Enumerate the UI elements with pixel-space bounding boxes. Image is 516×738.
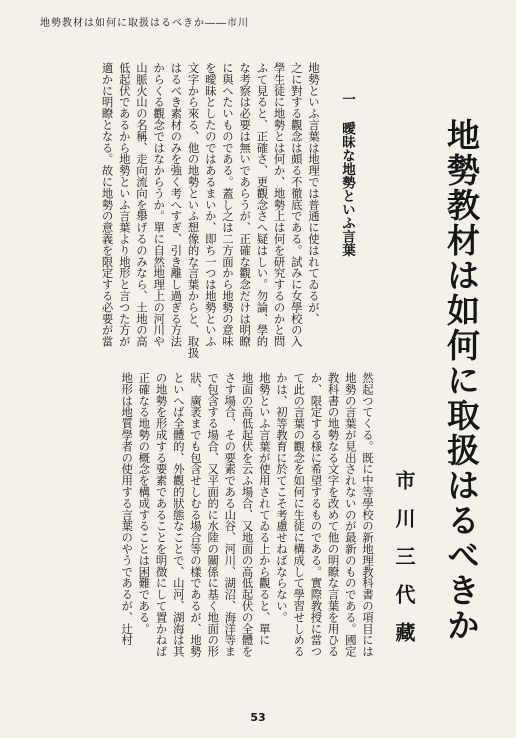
text-line: で包含する場合、又平面的に水陸の關係に基く地面の形: [206, 372, 221, 657]
text-line: からくる觀念ではなからうか。單に自然地理上の河川や: [152, 62, 167, 347]
body-text-upper: [40, 62, 322, 357]
text-line: といへば全體的、外觀的狀態なことで、山河、湖海は其: [171, 372, 186, 657]
text-line: て此の言葉の觀念を如何に生徒に構成して學習せしめる: [292, 372, 307, 657]
text-line: かは、初等教育に於てこそ考慮せねばならない。: [274, 372, 289, 623]
running-head: 地勢教材は如何に取扱はるべきか――市川: [40, 18, 249, 29]
text-line: ふて見ると、正確さ、更觀念さへ疑はしい。勿論、學的: [255, 62, 270, 347]
text-line: か、限定する様に希望するものである。實際教授に當つ: [309, 372, 324, 657]
text-line: 地勢といふ言葉が使用されてゐる上から觀ると、單に: [257, 372, 272, 646]
text-line: 地形は地質學者の使用する言葉のやうであるが、辻村: [120, 372, 135, 646]
section-heading: 一 曖昧な地勢といふ言葉: [339, 92, 355, 257]
text-line: 學生徒に地勢とは何か、地勢上は何を研究するのかと問: [272, 62, 287, 347]
page-number: 53: [250, 711, 266, 724]
text-line: な考察は必要は無いであらうが、正確な觀念だけは明瞭: [238, 62, 253, 347]
text-line: 之に對する觀念は頗る不徹底である。試みに女學校の入: [289, 62, 304, 347]
text-line: さす場合、その要素である山谷、河川、湖沼、海洋等ま: [223, 372, 238, 657]
text-line: に與へたいものである。蓋し之は二方面から地勢の意味: [220, 62, 235, 347]
text-line: を曖昧としたのではあるまいか、即ち一つは地勢といふ: [203, 62, 218, 347]
article-title: 地勢教材は如何に取扱はるべきか: [442, 118, 481, 643]
text-line: 低起伏であるから地勢といふ言葉より地形と言つた方が: [117, 62, 132, 347]
text-line: 教科書の地勢なる文字を改めて他の明瞭な言葉を用ひる: [326, 372, 341, 657]
text-line: 適かに明瞭となる。故に地勢の意義を限定する必要が當: [100, 62, 115, 347]
body-text-lower: [40, 372, 376, 694]
text-line: 山脈火山の名稱、走向流向を舉げるのみなら、土地の高: [134, 62, 149, 347]
text-line: 然起つてくる。既に中等學校の新地理教科書の項目には: [361, 372, 375, 657]
text-line: 文字から來る、他の地勢といふ想像的な言葉からと、取扱: [186, 62, 201, 359]
text-line: 狀、廣袤までも包含せしむる場合等の樣であるが、地勢: [188, 372, 203, 657]
text-line: 正確なる地勢の概念を構成することは困難である。: [137, 372, 152, 635]
text-line: 地面の高低起伏を云ふ場合、又地面の高低起伏の全體を: [240, 372, 255, 657]
text-line: はるべき素材のみを強く考へすぎ、引き離し過ぎる方法: [169, 62, 184, 347]
article-author: 市川三代藏: [392, 470, 416, 660]
text-line: 地勢の言葉が見出されないのが最新のものである。國定: [343, 372, 358, 657]
text-line: の地勢を形成する要素であることを明徴にして置かねば: [154, 372, 169, 657]
text-line: 地勢といふ言葉は地理では普通に使はれてゐるが、: [307, 62, 321, 325]
